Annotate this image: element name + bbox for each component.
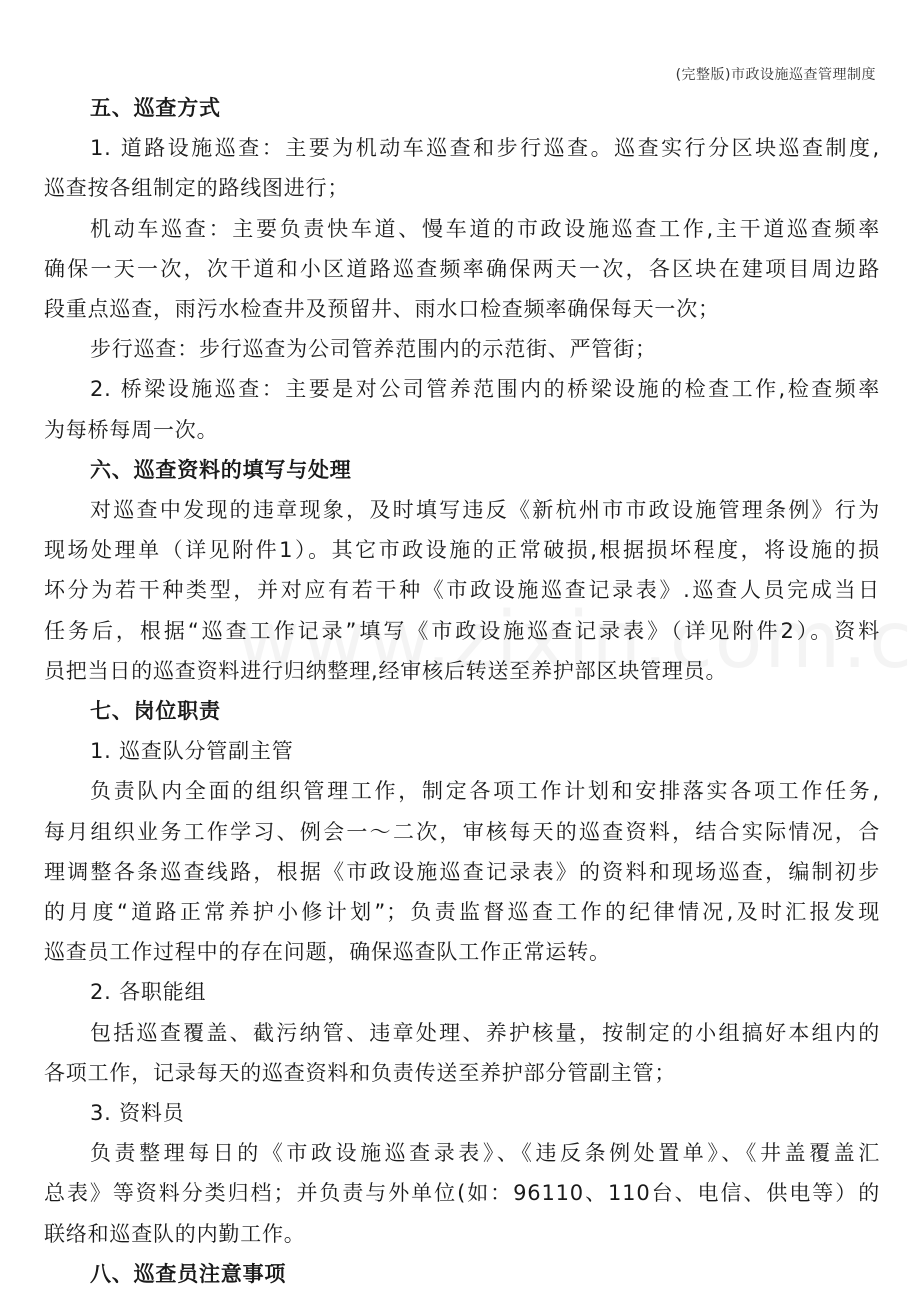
text-line: 总表》等资料分类归档；并负责与外单位(如：96110、110台、电信、供电等）的	[44, 1181, 880, 1206]
page-header: (完整版)市政设施巡查管理制度	[675, 67, 876, 83]
text-line: 机动车巡查：主要负责快车道、慢车道的市政设施巡查工作,主干道巡查频率	[90, 216, 880, 241]
text-line: 巡查按各组制定的路线图进行；	[44, 176, 350, 201]
text-line: 各项工作，记录每天的巡查资料和负责传送至养护部分管副主管；	[44, 1060, 677, 1085]
text-line: 巡查员工作过程中的存在问题，确保巡查队工作正常运转。	[44, 940, 611, 965]
text-line: 的月度“道路正常养护小修计划”；负责监督巡查工作的纪律情况,及时汇报发现	[44, 900, 880, 925]
text-line: 对巡查中发现的违章现象，及时填写违反《新杭州市市政设施管理条例》行为	[90, 498, 880, 523]
text-line: 1. 道路设施巡查：主要为机动车巡查和步行巡查。巡查实行分区块巡查制度,	[90, 136, 880, 161]
section-heading: 六、巡查资料的填写与处理	[90, 457, 352, 482]
document-body	[44, 88, 880, 1294]
text-line: 任务后，根据“巡查工作记录”填写《市政设施巡查记录表》（详见附件2）。资料	[44, 618, 880, 643]
text-line: 负责整理每日的《市政设施巡查录表》、《违反条例处置单》、《井盖覆盖汇	[90, 1141, 880, 1166]
text-line: 员把当日的巡查资料进行归纳整理,经审核后转送至养护部区块管理员。	[44, 658, 728, 683]
text-line: 理调整各条巡查线路，根据《市政设施巡查记录表》的资料和现场巡查，编制初步	[44, 859, 880, 884]
text-line: 每月组织业务工作学习、例会一～二次，审核每天的巡查资料，结合实际情况，合	[44, 819, 880, 844]
text-line: 2. 桥梁设施巡查：主要是对公司管养范围内的桥梁设施的检查工作,检查频率	[90, 377, 880, 402]
text-line: 包括巡查覆盖、截污纳管、违章处理、养护核量，按制定的小组搞好本组内的	[90, 1020, 880, 1045]
text-line: 坏分为若干种类型，并对应有若干种《市政设施巡查记录表》.巡查人员完成当日	[44, 578, 880, 603]
section-heading: 五、巡查方式	[90, 96, 221, 120]
text-line: 现场处理单（详见附件1）。其它市政设施的正常破损,根据损坏程度，将设施的损	[44, 538, 880, 563]
text-line: 2. 各职能组	[90, 980, 207, 1005]
text-line: 负责队内全面的组织管理工作，制定各项工作计划和安排落实各项工作任务,	[90, 779, 880, 804]
text-line: 段重点巡查，雨污水检查井及预留井、雨水口检查频率确保每天一次；	[44, 297, 720, 322]
text-line: 1. 巡查队分管副主管	[90, 739, 294, 764]
text-line: 为每桥每周一次。	[44, 417, 219, 442]
section-heading: 八、巡查员注意事项	[90, 1261, 287, 1286]
text-line: 确保一天一次，次干道和小区道路巡查频率确保两天一次，各区块在建项目周边路	[44, 256, 880, 281]
section-heading: 七、岗位职责	[90, 699, 221, 724]
text-line: 步行巡查：步行巡查为公司管养范围内的示范街、严管街；	[90, 337, 657, 362]
text-line: 3. 资料员	[90, 1101, 185, 1126]
text-line: 联络和巡查队的内勤工作。	[44, 1221, 306, 1246]
